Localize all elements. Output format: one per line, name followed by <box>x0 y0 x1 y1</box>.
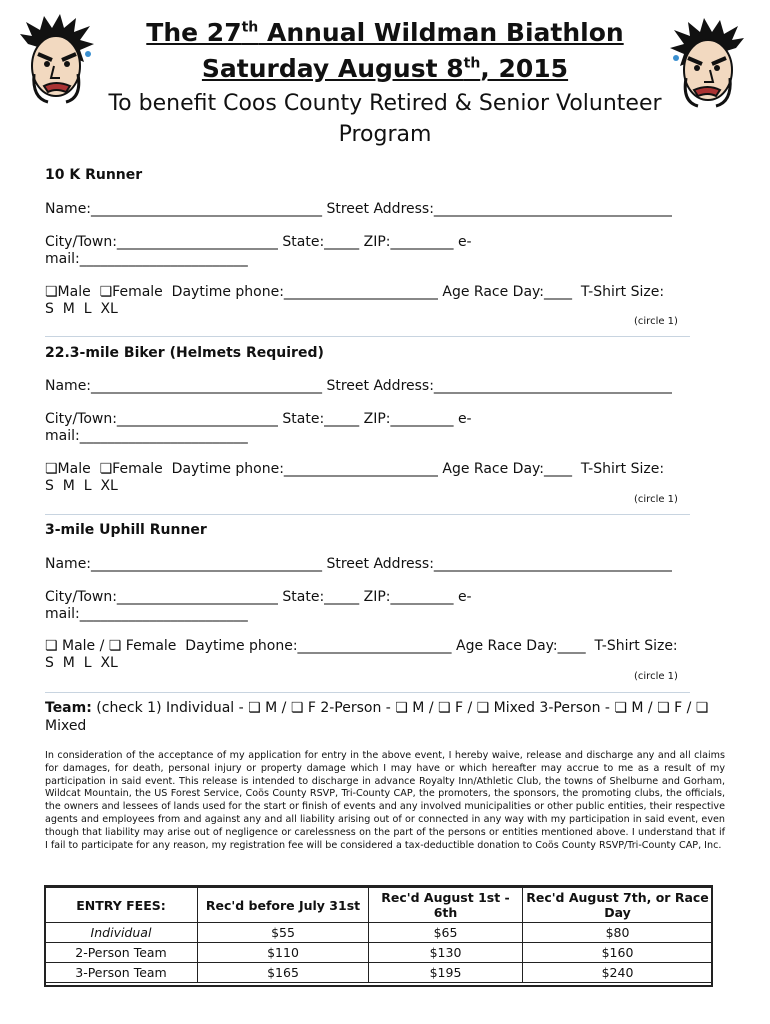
table-header-row <box>45 888 713 923</box>
circle-note: (circle 1) <box>634 671 678 682</box>
circle-note: (circle 1) <box>634 316 678 327</box>
fee-cell: $195 <box>369 963 523 983</box>
fee-header-cell: Rec'd August 7th, or Race Day <box>523 888 713 923</box>
fee-cell: 2-Person Team <box>45 943 198 963</box>
table-row <box>45 943 713 963</box>
fee-cell: $160 <box>523 943 713 963</box>
name-address-field-uphill[interactable]: Name:_________________________________ Street Address:__________________________________ <box>45 556 672 572</box>
event-date: Saturday August 8th, 2015 <box>201 54 569 83</box>
fee-cell: $110 <box>198 943 369 963</box>
fee-cell: $55 <box>198 923 369 943</box>
section-heading-uphill: 3-mile Uphill Runner <box>45 522 207 538</box>
fee-header-cell: Rec'd before July 31st <box>198 888 369 923</box>
city-state-zip-email-field-uphill[interactable]: City/Town:_______________________ State:_____ ZIP:_________ e- mail:________________________ <box>45 589 472 622</box>
city-state-zip-email-field-10k[interactable]: City/Town:_______________________ State:_____ ZIP:_________ e- mail:________________________ <box>45 234 472 267</box>
fee-cell: $130 <box>369 943 523 963</box>
fee-cell: $65 <box>369 923 523 943</box>
fee-header-cell: ENTRY FEES: <box>45 888 198 923</box>
divider <box>45 336 690 337</box>
fee-cell: $240 <box>523 963 713 983</box>
circle-note: (circle 1) <box>634 494 678 505</box>
fee-cell: 3-Person Team <box>45 963 198 983</box>
divider <box>45 514 690 515</box>
team-selection[interactable]: Team: (check 1) Individual - ❏ M / ❏ F 2-Person - ❏ M / ❏ F / ❏ Mixed 3-Person - ❏ M / ❏ F / ❏ Mixed <box>45 700 709 734</box>
table-row <box>45 963 713 983</box>
gender-phone-age-shirt-field-biker[interactable]: ❏Male ❏Female Daytime phone:______________________ Age Race Day:____ T-Shirt Size: S M L XL <box>45 461 665 494</box>
table-row <box>45 923 713 943</box>
fee-cell: $80 <box>523 923 713 943</box>
name-address-field-10k[interactable]: Name:_________________________________ Street Address:__________________________________ <box>45 201 672 217</box>
page-title: The 27th Annual Wildman Biathlon <box>146 18 624 47</box>
subtitle: To benefit Coos County Retired & Senior Volunteer Program <box>108 91 662 147</box>
entry-fees-table <box>44 887 713 983</box>
fee-cell: $165 <box>198 963 369 983</box>
divider <box>45 692 690 693</box>
liability-waiver: In consideration of the acceptance of my application for entry in the above event, I hereby waive, release and discharge any and all claims for damages, for death, personal injury or property damage which I may have or which hereafter may accrue to me as a result of my participation in said event. This release is intended to discharge in advance Royalty Inn/Athletic Club, the towns of Shelburne and Gorham, Wildcat Mountain, the US Forest Service, Coös County RSVP, Tri-County CAP, the promoters, the sponsors, the promoting clubs, the officials, the owners and lessees of lands used for the start or finish of events and any involved municipalities or other public entities, their respective agents and employees from and against any and all liability arising out of or connected in any way with my participation in said event, even though that liability may arise out of negligence or carelessness on the part of the persons or entities mentioned above. I understand that if I fail to participate for any reason, my registration fee will be considered a tax-deductible donation to Coös County RSVP/Tri-County CAP, Inc. <box>45 750 725 851</box>
section-heading-biker: 22.3-mile Biker (Helmets Required) <box>45 345 324 361</box>
fee-cell: Individual <box>45 923 198 943</box>
fee-header-cell: Rec'd August 1st - 6th <box>369 888 523 923</box>
name-address-field-biker[interactable]: Name:_________________________________ Street Address:__________________________________ <box>45 378 672 394</box>
city-state-zip-email-field-biker[interactable]: City/Town:_______________________ State:_____ ZIP:_________ e- mail:________________________ <box>45 411 472 444</box>
gender-phone-age-shirt-field-uphill[interactable]: ❏ Male / ❏ Female Daytime phone:______________________ Age Race Day:____ T-Shirt Size: S M L XL <box>45 638 678 671</box>
section-heading-10k: 10 K Runner <box>45 167 143 183</box>
gender-phone-age-shirt-field-10k[interactable]: ❏Male ❏Female Daytime phone:______________________ Age Race Day:____ T-Shirt Size: S M L XL <box>45 284 665 317</box>
